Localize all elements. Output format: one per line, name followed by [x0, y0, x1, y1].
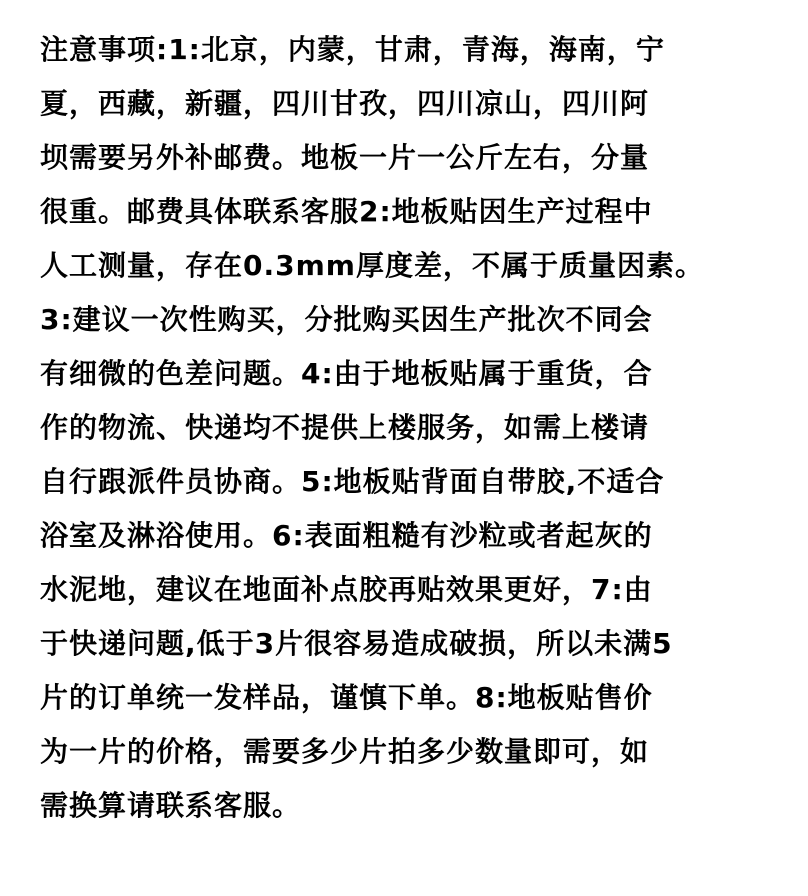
notice-line: 水泥地，建议在地面补点胶再贴效果更好，7:由 [40, 573, 653, 606]
notice-line: 人工测量，存在0.3mm厚度差，不属于质量因素。 [40, 249, 704, 282]
notice-line: 3:建议一次性购买，分批购买因生产批次不同会 [40, 303, 653, 336]
notice-line: 需换算请联系客服。 [40, 789, 302, 822]
notice-line: 坝需要另外补邮费。地板一片一公斤左右，分量 [40, 141, 650, 174]
notice-text-block [40, 30, 768, 840]
notice-line: 注意事项:1:北京，内蒙，甘肃，青海，海南，宁 [40, 33, 665, 66]
notice-line: 浴室及淋浴使用。6:表面粗糙有沙粒或者起灰的 [40, 519, 653, 552]
notice-line: 很重。邮费具体联系客服2:地板贴因生产过程中 [40, 195, 653, 228]
notice-line: 有细微的色差问题。4:由于地板贴属于重货，合 [40, 357, 653, 390]
notice-line: 夏，西藏，新疆，四川甘孜，四川凉山，四川阿 [40, 87, 650, 120]
notice-line: 片的订单统一发样品，谨慎下单。8:地板贴售价 [40, 681, 653, 714]
notice-line: 自行跟派件员协商。5:地板贴背面自带胶,不适合 [40, 465, 665, 498]
notice-line: 作的物流、快递均不提供上楼服务，如需上楼请 [40, 411, 650, 444]
notice-line: 为一片的价格，需要多少片拍多少数量即可，如 [40, 735, 650, 768]
notice-line: 于快递问题,低于3片很容易造成破损，所以未满5 [40, 627, 673, 660]
